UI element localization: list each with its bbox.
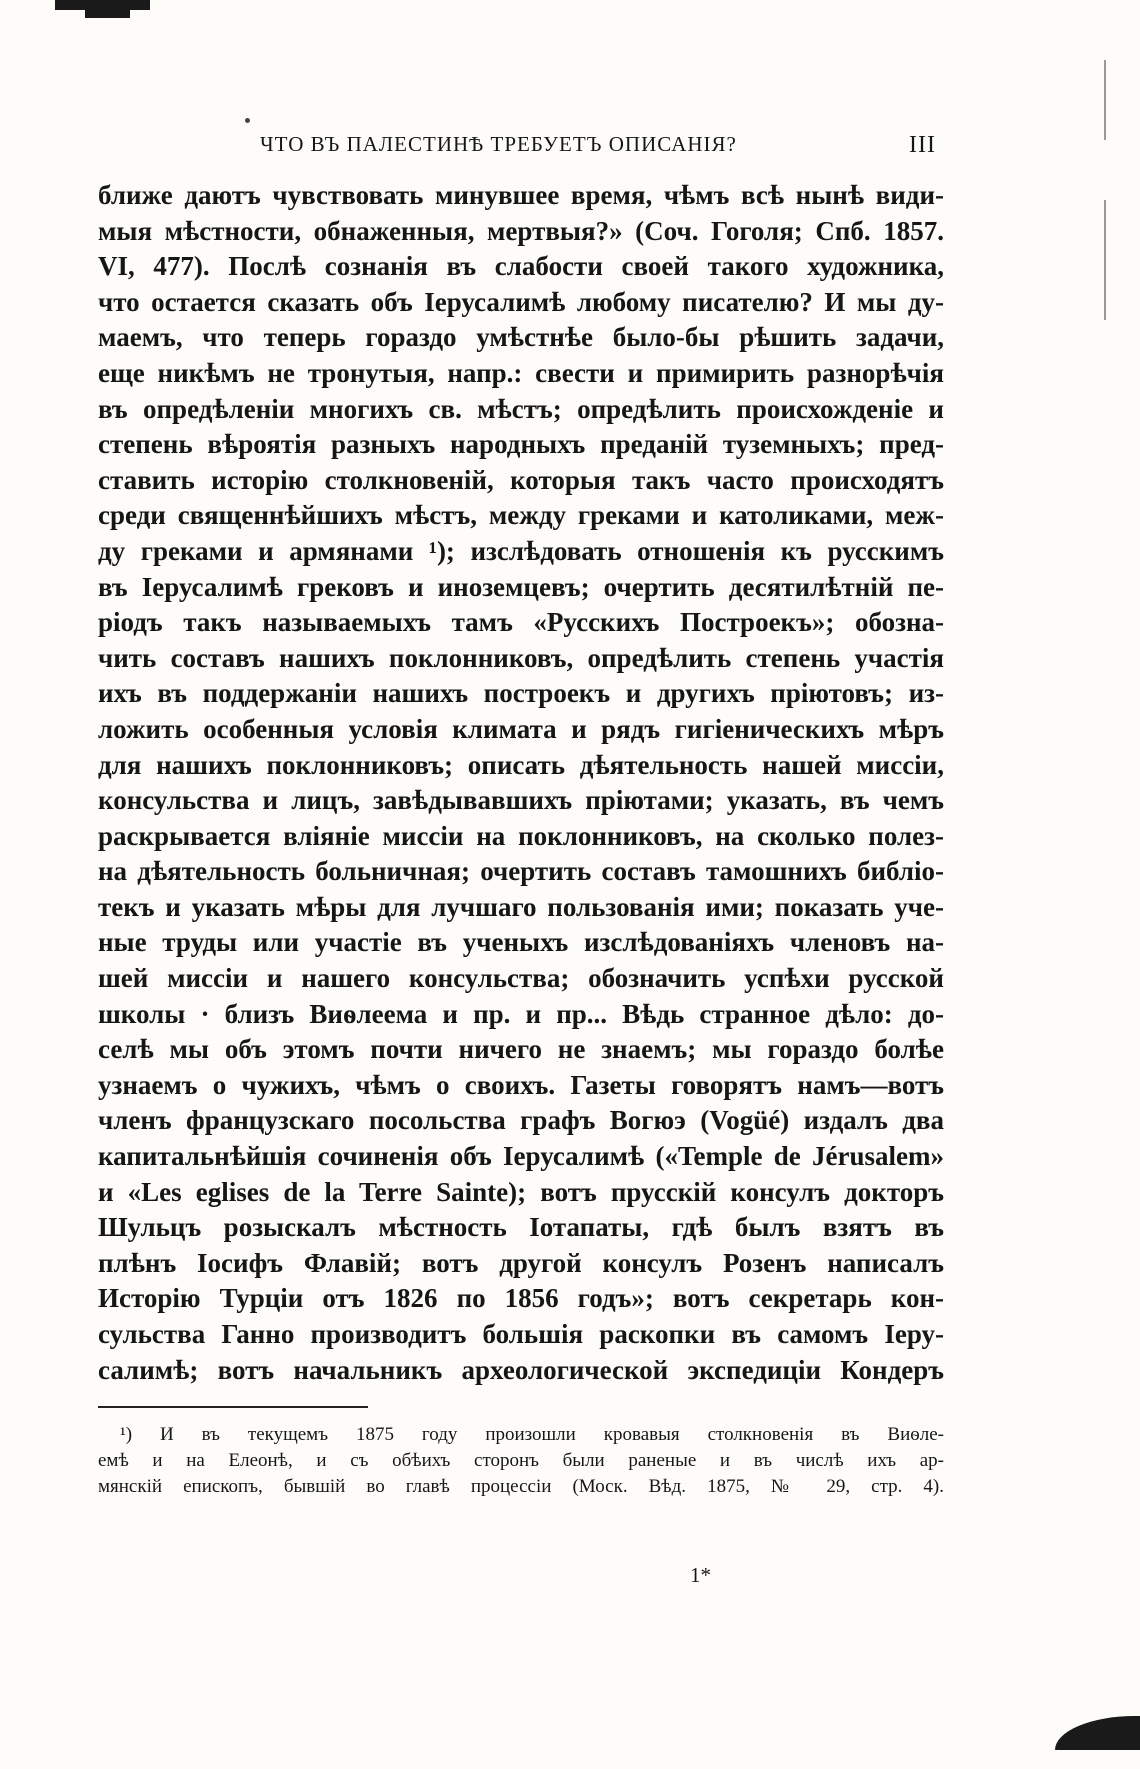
- text-line: сульства Ганно производитъ большія раскопки въ самомъ Іеру-: [98, 1319, 944, 1349]
- scan-artifact-top: [55, 0, 150, 10]
- text-line: ріодъ такъ называемыхъ тамъ «Русскихъ Построекъ»; обозна-: [98, 607, 944, 638]
- text-line: для нашихъ поклонниковъ; описать дѣятельность нашей миссіи,: [98, 749, 944, 780]
- text-line: школы · близъ Виѳлеема и пр. и пр... Вѣдь странное дѣло: до-: [98, 998, 944, 1029]
- text-line: степень вѣроятія разныхъ народныхъ преданій туземныхъ; пред-: [98, 429, 944, 460]
- text-line: Шульцъ розыскалъ мѣстность Іотапаты, гдѣ былъ взятъ въ: [98, 1212, 944, 1243]
- text-line: шей миссіи и нашего консульства; обозначить успѣхи русской: [98, 963, 944, 994]
- scan-artifact-top: [85, 10, 130, 18]
- text-line: узнаемъ о чужихъ, чѣмъ о своихъ. Газеты говорятъ намъ—вотъ: [98, 1069, 944, 1100]
- scan-artifact-bottom: [1055, 1716, 1140, 1750]
- page-edge-mark: [1104, 60, 1106, 140]
- footnote-line: мянскій епископъ, бывшій во главѣ процессіи (Моск. Вѣд. 1875, № 29, стр. 4).: [98, 1476, 944, 1498]
- scan-speck: [245, 118, 250, 123]
- text-line: раскрывается вліяніе миссіи на поклонниковъ, на сколько полез-: [98, 820, 944, 851]
- text-line: салимѣ; вотъ начальникъ археологической экспедиціи Кондеръ: [98, 1354, 944, 1385]
- footnote-line: емѣ и на Елеонѣ, и съ обѣихъ сторонъ были раненые и въ числѣ ихъ ар-: [98, 1450, 944, 1472]
- text-line: VI, 477). Послѣ сознанія въ слабости своей такого художника,: [98, 251, 944, 282]
- text-line: ду греками и армянами ¹); изслѣдовать отношенія къ русскимъ: [98, 535, 944, 566]
- text-line: на дѣятельность больничная; очертить составъ тамошнихъ библіо-: [98, 856, 944, 887]
- text-line: ихъ въ поддержаніи нашихъ построекъ и другихъ пріютовъ; из-: [98, 678, 944, 709]
- text-line: консульства и лицъ, завѣдывавшихъ пріютами; указать, въ чемъ: [98, 785, 944, 816]
- page-number: III: [909, 132, 936, 158]
- text-line: и «Les eglises de la Terre Sainte); вотъ прусскій консулъ докторъ: [98, 1176, 944, 1207]
- text-line: селѣ мы объ этомъ почти ничего не знаемъ; мы гораздо болѣе: [98, 1034, 944, 1065]
- text-line: среди священнѣйшихъ мѣстъ, между греками и католиками, меж-: [98, 500, 944, 531]
- text-line: ставить исторію столкновеній, которыя такъ часто происходятъ: [98, 464, 944, 495]
- text-line: ложить особенныя условія климата и рядъ гигіеническихъ мѣръ: [98, 713, 944, 744]
- book-page: [98, 128, 944, 1500]
- text-line: членъ французскаго посольства графъ Вогюэ (Vogüé) издалъ два: [98, 1105, 944, 1136]
- text-line: что остается сказать объ Іерусалимѣ любому писателю? И мы ду-: [98, 286, 944, 317]
- signature-mark: 1*: [690, 1563, 711, 1587]
- footnote-line: ¹) И въ текущемъ 1875 году произошли кровавыя столкновенія въ Виѳле-: [120, 1424, 944, 1446]
- running-header: [98, 128, 944, 168]
- footnote: [98, 1422, 944, 1500]
- text-line: ближе даютъ чувствовать минувшее время, чѣмъ всѣ нынѣ види-: [98, 180, 944, 210]
- text-line: капитальнѣйшія сочиненія объ Іерусалимѣ («Temple de Jérusalem»: [98, 1141, 944, 1172]
- text-line: въ Іерусалимѣ грековъ и иноземцевъ; очертить десятилѣтній пе-: [98, 571, 944, 602]
- text-line: ные труды или участіе въ ученыхъ изслѣдованіяхъ членовъ на-: [98, 927, 944, 958]
- text-line: Исторію Турціи отъ 1826 по 1856 годъ»; вотъ секретарь кон-: [98, 1283, 944, 1314]
- text-line: мыя мѣстности, обнаженныя, мертвыя?» (Соч. Гоголя; Спб. 1857.: [98, 215, 944, 246]
- running-title: ЧТО ВЪ ПАЛЕСТИНѢ ТРЕБУЕТЪ ОПИСАНІЯ?: [260, 132, 737, 156]
- body-text: [98, 178, 944, 1388]
- text-line: текъ и указать мѣры для лучшаго пользованія ими; показать уче-: [98, 891, 944, 922]
- footnote-divider: [98, 1406, 368, 1408]
- text-line: въ опредѣленіи многихъ св. мѣстъ; опредѣлить происхожденіе и: [98, 393, 944, 424]
- text-line: маемъ, что теперь гораздо умѣстнѣе было-бы рѣшить задачи,: [98, 322, 944, 353]
- page-edge-mark: [1104, 200, 1106, 320]
- text-line: чить составъ нашихъ поклонниковъ, опредѣлить степень участія: [98, 642, 944, 673]
- text-line: плѣнъ Іосифъ Флавій; вотъ другой консулъ Розенъ написалъ: [98, 1247, 944, 1278]
- text-line: еще никѣмъ не тронутыя, напр.: свести и примирить разнорѣчія: [98, 357, 944, 388]
